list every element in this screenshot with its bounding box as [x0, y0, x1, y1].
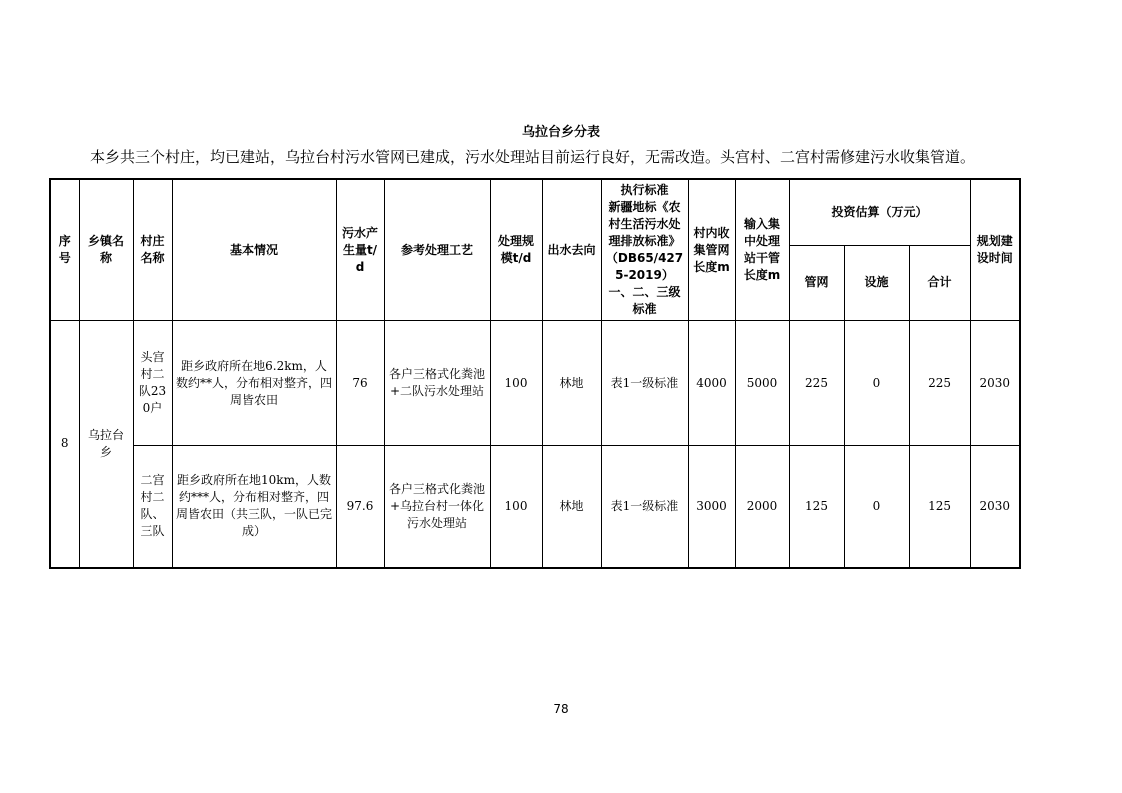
plan-time-cell: 2030: [970, 321, 1020, 446]
table-row: [50, 321, 1020, 446]
header-inner-pipe: 村内收集管网长度m: [688, 179, 735, 321]
scale-cell: 100: [490, 446, 542, 568]
inv-facility-cell: 0: [844, 446, 909, 568]
process-cell: 各户三格式化粪池+二队污水处理站: [384, 321, 490, 446]
plan-time-cell: 2030: [970, 446, 1020, 568]
outlet-cell: 林地: [542, 321, 601, 446]
header-standard: [601, 179, 688, 321]
outlet-cell: 林地: [542, 446, 601, 568]
header-town: 乡镇名称: [79, 179, 133, 321]
village-cell: 头宫村二队230户: [133, 321, 172, 446]
header-trunk-pipe: 输入集中处理站干管长度m: [735, 179, 789, 321]
header-seq: 序号: [50, 179, 79, 321]
table-row: [50, 446, 1020, 568]
header-row-1: [50, 179, 1020, 245]
standard-cell: 表1一级标准: [601, 321, 688, 446]
village-cell: 二宫村二队、三队: [133, 446, 172, 568]
sewage-cell: 97.6: [336, 446, 384, 568]
standard-cell: 表1一级标准: [601, 446, 688, 568]
header-sewage: 污水产生量t/d: [336, 179, 384, 321]
inv-pipe-cell: 225: [789, 321, 844, 446]
header-scale: 处理规模t/d: [490, 179, 542, 321]
inner-pipe-cell: 4000: [688, 321, 735, 446]
process-cell: 各户三格式化粪池+乌拉台村一体化污水处理站: [384, 446, 490, 568]
seq-cell: 8: [50, 321, 79, 568]
header-inv-facility: 设施: [844, 245, 909, 320]
inv-total-cell: 125: [909, 446, 970, 568]
inv-facility-cell: 0: [844, 321, 909, 446]
header-inv-pipe: 管网: [789, 245, 844, 320]
header-standard-title: 执行标准: [620, 183, 669, 197]
trunk-pipe-cell: 2000: [735, 446, 789, 568]
header-inv-total: 合计: [909, 245, 970, 320]
trunk-pipe-cell: 5000: [735, 321, 789, 446]
basic-cell: 距乡政府所在地6.2km，人数约**人，分布相对整齐，四周皆农田: [172, 321, 336, 446]
intro-paragraph: 本乡共三个村庄，均已建站，乌拉台村污水管网已建成，污水处理站目前运行良好，无需改造。头宫村、二宫村需修建污水收集管道。: [90, 148, 976, 166]
sewage-cell: 76: [336, 321, 384, 446]
inv-total-cell: 225: [909, 321, 970, 446]
header-standard-body: 新疆地标《农村生活污水处理排放标准》（DB65/4275-2019）一、二、三级标准: [605, 200, 684, 316]
scale-cell: 100: [490, 321, 542, 446]
basic-cell: 距乡政府所在地10km，人数约***人，分布相对整齐，四周皆农田（共三队，一队已完成）: [172, 446, 336, 568]
town-cell: 乌拉台乡: [79, 321, 133, 568]
header-village: 村庄名称: [133, 179, 172, 321]
header-process: 参考处理工艺: [384, 179, 490, 321]
header-basic: 基本情况: [172, 179, 336, 321]
header-outlet: 出水去向: [542, 179, 601, 321]
sewage-plan-table: [49, 178, 1021, 569]
header-plan-time: 规划建设时间: [970, 179, 1020, 321]
table-title: 乌拉台乡分表: [521, 125, 600, 140]
inner-pipe-cell: 3000: [688, 446, 735, 568]
page-number: 78: [553, 702, 569, 716]
header-investment: 投资估算（万元）: [789, 179, 970, 245]
inv-pipe-cell: 125: [789, 446, 844, 568]
